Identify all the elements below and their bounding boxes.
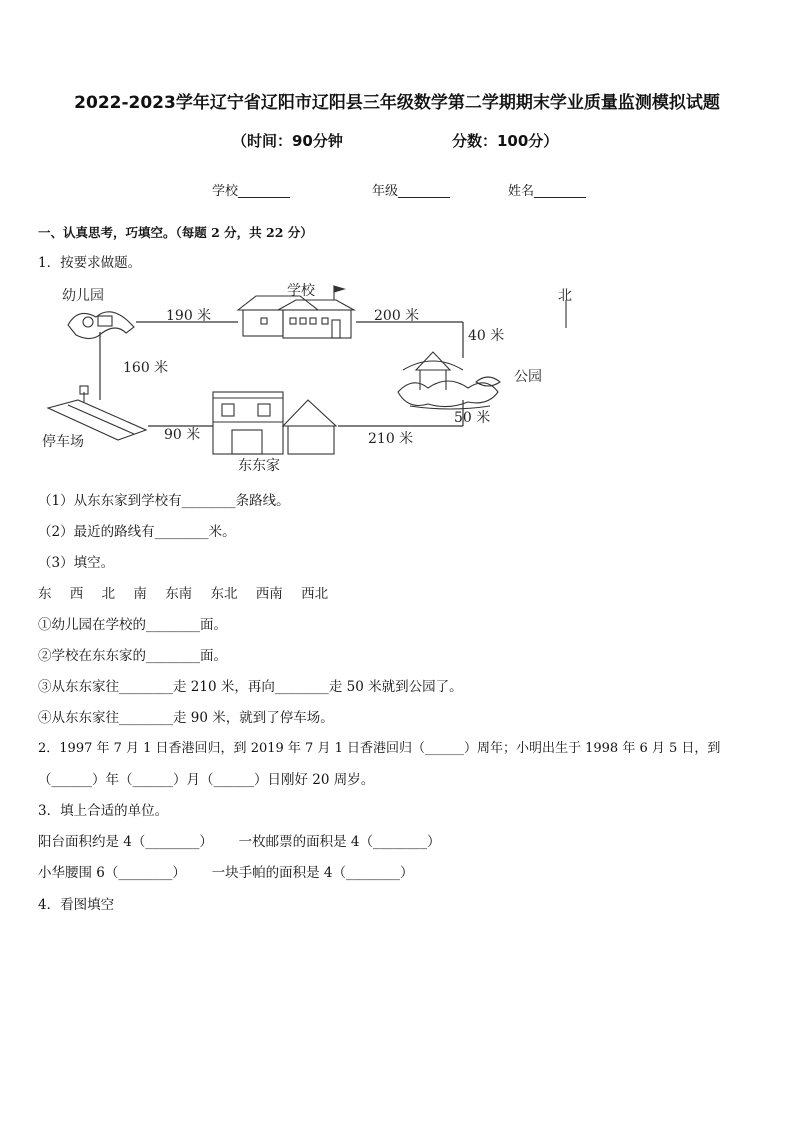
q1-fill3: ③从东东家往________走 210 米，再向________走 50 米就到公园了。 bbox=[38, 679, 463, 695]
q1-sub1: （1）从东东家到学校有________条路线。 bbox=[38, 493, 290, 509]
direction-option: 西 bbox=[69, 586, 84, 602]
q1-sub3: （3）填空。 bbox=[38, 555, 115, 571]
label-north: 北 bbox=[558, 288, 572, 304]
q1-fill2: ②学校在东东家的________面。 bbox=[38, 648, 227, 664]
school-field[interactable]: 学校________ bbox=[212, 184, 291, 199]
q1-sub2: （2）最近的路线有________米。 bbox=[38, 524, 236, 540]
label-home: 东东家 bbox=[238, 458, 280, 474]
park-pavilion bbox=[398, 352, 500, 409]
grade-field[interactable]: 年级________ bbox=[372, 184, 451, 199]
q1-fill1: ①幼儿园在学校的________面。 bbox=[38, 617, 227, 633]
section-heading: 一、认真思考，巧填空。（每题 2 分，共 22 分） bbox=[38, 225, 313, 240]
time-label: （时间：90分钟 bbox=[232, 132, 343, 150]
q2-line1: 2．1997 年 7 月 1 日香港回归，到 2019 年 7 月 1 日香港回归（______）周年；小明出生于 1998 年 6 月 5 日，到 bbox=[38, 741, 721, 756]
question-1-heading: 1．按要求做题。 bbox=[38, 255, 142, 271]
q3-heading: 3．填上合适的单位。 bbox=[38, 803, 169, 819]
route-map bbox=[38, 280, 598, 475]
name-field[interactable]: 姓名________ bbox=[508, 184, 587, 199]
score-label: 分数：100分） bbox=[452, 132, 559, 150]
q4-heading: 4．看图填空 bbox=[38, 897, 115, 913]
label-d90: 90 米 bbox=[164, 427, 201, 443]
q1-fill4: ④从东东家往________走 90 米，就到了停车场。 bbox=[38, 710, 334, 726]
q2-line2: （______）年（______）月（______）日刚好 20 周岁。 bbox=[38, 772, 375, 788]
label-d190: 190 米 bbox=[166, 308, 212, 324]
kindergarten-building bbox=[68, 312, 134, 339]
label-school: 学校 bbox=[287, 283, 315, 299]
label-d210: 210 米 bbox=[368, 431, 414, 447]
direction-option: 西北 bbox=[301, 586, 329, 602]
label-d200: 200 米 bbox=[374, 308, 420, 324]
q3-line2: 小华腰围 6（________） 一块手帕的面积是 4（________） bbox=[38, 865, 414, 881]
direction-option: 东北 bbox=[210, 586, 238, 602]
label-kindergarten: 幼儿园 bbox=[62, 288, 104, 304]
label-d160: 160 米 bbox=[123, 360, 169, 376]
direction-option: 东南 bbox=[165, 586, 193, 602]
label-d40: 40 米 bbox=[468, 328, 505, 344]
q3-line1: 阳台面积约是 4（________） 一枚邮票的面积是 4（________） bbox=[38, 834, 441, 850]
label-d50: 50 米 bbox=[454, 410, 491, 426]
direction-option: 南 bbox=[133, 586, 147, 602]
direction-options bbox=[38, 582, 342, 602]
home-building bbox=[213, 392, 336, 454]
label-park: 公园 bbox=[514, 369, 542, 385]
direction-option: 北 bbox=[101, 586, 116, 602]
parking-lot bbox=[48, 386, 146, 440]
direction-option: 西南 bbox=[255, 586, 283, 602]
direction-option: 东 bbox=[38, 586, 52, 602]
page-title: 2022-2023学年辽宁省辽阳市辽阳县三年级数学第二学期期末学业质量监测模拟试题 bbox=[74, 93, 720, 113]
label-parking: 停车场 bbox=[42, 434, 84, 450]
route-map-drawing bbox=[38, 280, 598, 475]
